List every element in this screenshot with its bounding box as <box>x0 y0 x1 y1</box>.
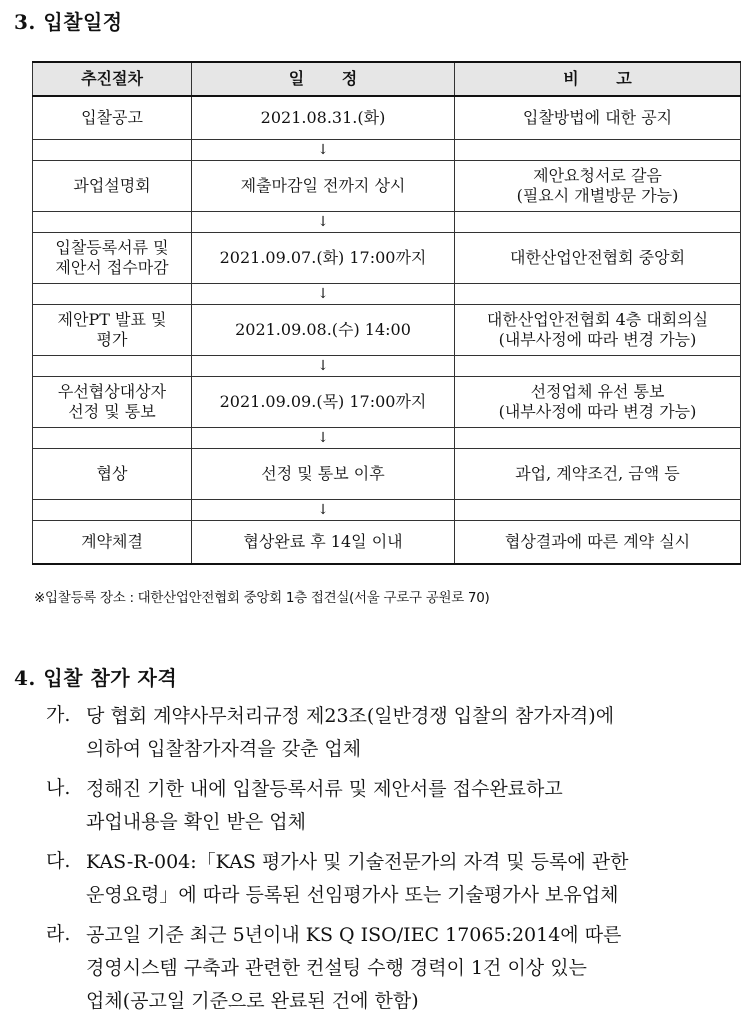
item-marker: 라. <box>46 923 71 945</box>
down-arrow-icon: ↓ <box>192 428 455 449</box>
list-item <box>46 700 746 766</box>
procedure-cell: 입찰공고 <box>33 96 192 140</box>
procedure-cell: 우선협상대상자 선정 및 통보 <box>33 377 192 428</box>
item-line: 정해진 기한 내에 입찰등록서류 및 제안서를 접수완료하고 <box>86 778 563 800</box>
arrow-row <box>33 428 741 449</box>
schedule-cell: 협상완료 후 14일 이내 <box>192 521 455 565</box>
remarks-cell: 입찰방법에 대한 공지 <box>455 96 741 140</box>
header-procedure: 추진절차 <box>33 62 192 96</box>
qualification-list <box>46 700 746 1025</box>
procedure-cell: 협상 <box>33 449 192 500</box>
header-remarks <box>455 62 741 96</box>
item-line: KAS-R-004:「KAS 평가사 및 기술전문가의 자격 및 등록에 관한 <box>86 851 629 873</box>
schedule-cell: 2021.08.31.(화) <box>192 96 455 140</box>
item-line: 의하여 입찰참가자격을 갖춘 업체 <box>86 738 362 760</box>
list-item <box>46 919 746 1018</box>
list-item <box>46 846 746 912</box>
schedule-cell: 2021.09.09.(목) 17:00까지 <box>192 377 455 428</box>
procedure-cell: 과업설명회 <box>33 161 192 212</box>
down-arrow-icon: ↓ <box>192 284 455 305</box>
schedule-cell: 2021.09.08.(수) 14:00 <box>192 305 455 356</box>
item-line: 과업내용을 확인 받은 업체 <box>86 811 307 833</box>
header-schedule-label: 일 정 <box>288 69 374 88</box>
header-schedule <box>192 62 455 96</box>
remarks-cell: 협상결과에 따른 계약 실시 <box>455 521 741 565</box>
item-line: 운영요령」에 따라 등록된 선임평가사 또는 기술평가사 보유업체 <box>86 884 619 906</box>
schedule-cell: 2021.09.07.(화) 17:00까지 <box>192 233 455 284</box>
table-header-row <box>33 62 741 96</box>
list-item <box>46 773 746 839</box>
procedure-cell: 계약체결 <box>33 521 192 565</box>
procedure-cell: 입찰등록서류 및 제안서 접수마감 <box>33 233 192 284</box>
item-line: 공고일 기준 최근 5년이내 KS Q ISO/IEC 17065:2014에 따른 <box>86 924 622 946</box>
remarks-cell: 제안요청서로 갈음 (필요시 개별방문 가능) <box>455 161 741 212</box>
item-line: 경영시스템 구축과 관련한 컨설팅 수행 경력이 1건 이상 있는 <box>86 957 587 979</box>
item-marker: 나. <box>46 777 71 799</box>
remarks-cell: 과업, 계약조건, 금액 등 <box>455 449 741 500</box>
table-row <box>33 449 741 500</box>
arrow-row <box>33 500 741 521</box>
registration-location-note: ※입찰등록 장소 : 대한산업안전협회 중앙회 1층 접견실(서울 구로구 공원로 70) <box>34 590 490 606</box>
down-arrow-icon: ↓ <box>192 356 455 377</box>
arrow-row <box>33 284 741 305</box>
procedure-cell: 제안PT 발표 및 평가 <box>33 305 192 356</box>
table-row <box>33 161 741 212</box>
table-row <box>33 521 741 565</box>
remarks-cell: 대한산업안전협회 4층 대회의실 (내부사정에 따라 변경 가능) <box>455 305 741 356</box>
down-arrow-icon: ↓ <box>192 212 455 233</box>
item-line: 당 협회 계약사무처리규정 제23조(일반경쟁 입찰의 참가자격)에 <box>86 705 615 727</box>
down-arrow-icon: ↓ <box>192 500 455 521</box>
arrow-row <box>33 212 741 233</box>
arrow-row <box>33 356 741 377</box>
header-remarks-label: 비 고 <box>563 69 648 88</box>
schedule-cell: 제출마감일 전까지 상시 <box>192 161 455 212</box>
item-marker: 가. <box>46 704 71 726</box>
item-marker: 다. <box>46 850 71 872</box>
arrow-row <box>33 140 741 161</box>
section-3-title: 3. 입찰일정 <box>14 10 123 34</box>
bid-schedule-table <box>32 61 741 565</box>
table-row <box>33 233 741 284</box>
table-row <box>33 377 741 428</box>
table-row <box>33 305 741 356</box>
remarks-cell: 대한산업안전협회 중앙회 <box>455 233 741 284</box>
remarks-cell: 선정업체 유선 통보 (내부사정에 따라 변경 가능) <box>455 377 741 428</box>
down-arrow-icon: ↓ <box>192 140 455 161</box>
item-line: 업체(공고일 기준으로 완료된 건에 한함) <box>86 990 419 1012</box>
section-4-title: 4. 입찰 참가 자격 <box>14 666 178 690</box>
schedule-cell: 선정 및 통보 이후 <box>192 449 455 500</box>
table-row <box>33 96 741 140</box>
